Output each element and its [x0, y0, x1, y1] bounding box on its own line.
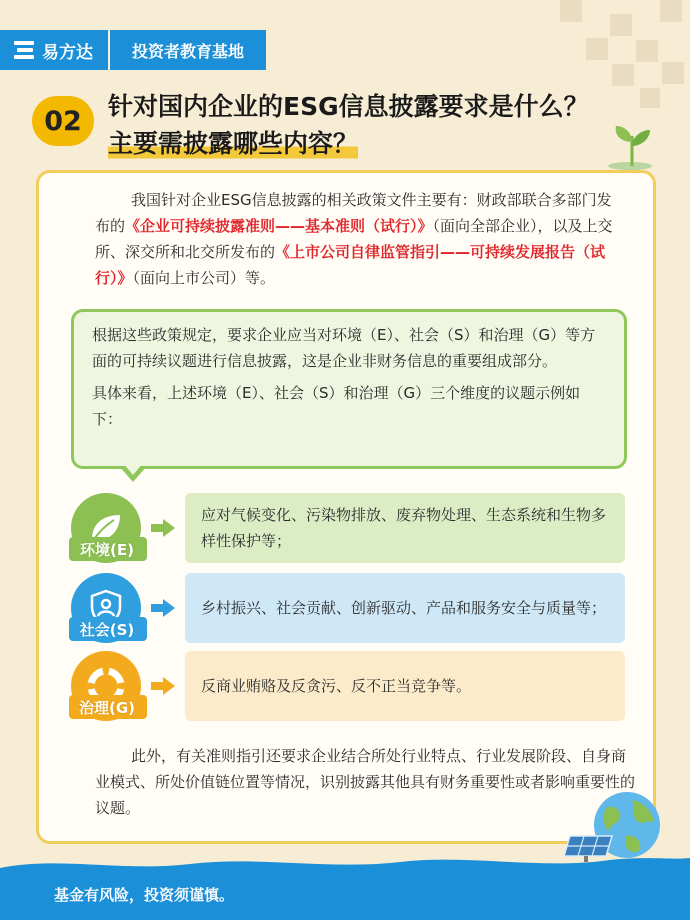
intro-paragraph [95, 187, 615, 291]
policy-document-2: 《上市公司自律监管指引——可持续发展报告（试行）》 [95, 243, 606, 287]
brand-logo [0, 30, 108, 70]
intro-text-1: 我国针对企业ESG信息披露的相关政策文件主要有：财政部联合多部门发布的 [95, 191, 612, 235]
header-bar [0, 30, 266, 70]
dimension-row-governance [69, 651, 629, 723]
closing-paragraph [95, 743, 635, 821]
footer [0, 868, 690, 920]
dimension-examples: 反商业贿赂及反贪污、反不正当竞争等。 [185, 651, 625, 721]
callout-tail [119, 466, 147, 482]
dimension-row-social [69, 573, 629, 645]
callout-box [71, 309, 627, 469]
arrow-right-icon [151, 519, 175, 537]
dimension-row-environment [69, 493, 629, 565]
closing-text: 此外，有关准则指引还要求企业结合所处行业特点、行业发展阶段、自身商业模式、所处价值链位置等情况，识别披露其他具有财务重要性或者影响重要性的议题。 [95, 747, 636, 817]
section-title: 投资者教育基地 [110, 30, 266, 70]
arrow-right-icon [151, 677, 175, 695]
content-card [36, 170, 656, 844]
intro-text-2: （面向全部企业），以及上交所、深交所和北交所发布的 [95, 217, 613, 261]
question-number-badge: 02 [32, 96, 94, 146]
page-title [108, 88, 668, 162]
title-line-2: 主要需披露哪些内容？ [108, 125, 358, 162]
brand-mark-icon [14, 41, 36, 59]
dimension-label: 社会(S) [79, 621, 135, 639]
dimension-label: 治理(G) [78, 699, 136, 717]
risk-disclaimer: 基金有风险，投资须谨慎。 [54, 886, 235, 904]
callout-paragraph-2: 具体来看，上述环境（E）、社会（S）和治理（G）三个维度的议题示例如下： [92, 384, 581, 428]
sprout-icon [602, 122, 658, 170]
policy-document-1: 《企业可持续披露准则——基本准则（试行）》 [125, 217, 433, 235]
dimension-label: 环境(E) [80, 541, 134, 559]
brand-name: 易方达 [42, 42, 93, 63]
dimension-examples: 乡村振兴、社会贡献、创新驱动、产品和服务安全与质量等； [185, 573, 625, 643]
callout-paragraph-1: 根据这些政策规定，要求企业应当对环境（E）、社会（S）和治理（G）等方面的可持续议题进行信息披露，这是企业非财务信息的重要组成部分。 [92, 326, 596, 370]
intro-text-3: （面向上市公司）等。 [132, 269, 276, 287]
title-line-1: 针对国内企业的ESG信息披露要求是什么？ [108, 92, 589, 121]
dimension-examples: 应对气候变化、污染物排放、废弃物处理、生态系统和生物多样性保护等； [185, 493, 625, 563]
arrow-right-icon [151, 599, 175, 617]
